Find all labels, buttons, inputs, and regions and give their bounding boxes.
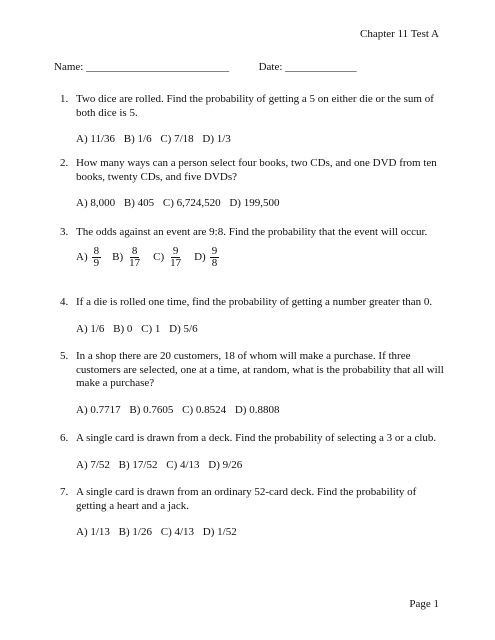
page-number: Page 1 [409,598,439,610]
option-b [112,246,142,269]
answer-options [76,246,446,269]
name-label: Name: [54,61,84,73]
question-text: If a die is rolled one time, find the probability of getting a number greater than 0. [76,296,433,308]
option-c: C) 1 [141,322,161,335]
option-c: C) 6,724,520 [162,197,221,209]
question-7 [60,486,446,538]
question-text: How many ways can a person select four books, two CDs, and one DVD from ten books, twenty CDs, and five DVDs? [76,157,437,183]
fraction [168,246,183,269]
option-label: D) [194,251,206,263]
question-text: Two dice are rolled. Find the probability of getting a 5 on either die or the sum of both dice is 5. [76,93,434,119]
option-label: A) [76,251,88,263]
option-a: A) 0.7717 [76,403,121,416]
question-6 [60,432,446,471]
question-number: 4. [60,296,69,308]
option-d [194,246,219,269]
option-a: A) 7/52 [76,458,110,471]
option-label: C) [153,251,165,263]
denominator: 9 [93,256,100,269]
question-5 [60,350,446,416]
answer-options [76,133,446,145]
option-b: B) 0 [113,322,133,335]
option-label: B) [112,251,124,263]
question-number: 5. [60,350,69,362]
option-b: B) 17/52 [118,458,158,471]
option-c: C) 0.8524 [182,403,227,416]
numerator: 9 [211,244,218,257]
fraction [92,246,102,269]
question-text: A single card is drawn from an ordinary 52-card deck. Find the probability of getting a heart and a jack. [76,486,417,512]
denominator: 17 [129,256,141,269]
question-number: 3. [60,226,69,238]
option-d: D) 199,500 [229,197,280,209]
option-c [153,246,183,269]
option-d: D) 5/6 [169,322,198,335]
option-a: A) 1/13 [76,526,110,538]
option-a: A) 11/36 [76,133,116,145]
question-2 [60,157,446,209]
answer-options [76,323,446,335]
option-b: B) 405 [123,197,155,209]
numerator: 8 [131,244,138,257]
question-number: 7. [60,486,69,498]
question-3 [60,226,446,269]
name-blank: __________________________ [86,61,230,73]
denominator: 17 [170,256,182,269]
question-1 [60,93,446,145]
option-d: D) 1/52 [202,526,237,538]
question-number: 2. [60,157,69,169]
option-b: B) 1/6 [123,133,152,145]
option-b: B) 0.7605 [129,403,174,416]
option-a: A) 1/6 [76,322,105,335]
numerator: 9 [172,244,179,257]
option-d: D) 0.8808 [234,403,280,416]
answer-options [76,404,446,416]
option-d: D) 1/3 [202,133,231,145]
fraction [210,246,220,269]
question-number: 1. [60,93,69,105]
date-label: Date: [258,61,283,73]
date-blank: _____________ [285,61,357,73]
denominator: 8 [211,256,218,269]
question-number: 6. [60,432,69,444]
option-d: D) 9/26 [208,458,243,471]
option-c: C) 4/13 [166,458,200,471]
question-4 [60,296,446,335]
answer-options [76,197,446,209]
option-a: A) 8,000 [76,197,116,209]
chapter-title: Chapter 11 Test A [360,28,439,40]
question-text: The odds against an event are 9:8. Find the probability that the event will occur. [76,226,428,238]
option-c: C) 4/13 [160,526,195,538]
numerator: 8 [93,244,100,257]
question-text: A single card is drawn from a deck. Find the probability of selecting a 3 or a club. [76,432,437,444]
name-date-line [54,61,357,73]
answer-options [76,459,446,471]
fraction [127,246,142,269]
answer-options [76,526,446,538]
question-text: In a shop there are 20 customers, 18 of whom will make a purchase. If three customers are selected, one at a time, at random, what is the probability that all will make a purchase? [76,350,444,389]
option-a [76,246,101,269]
option-b: B) 1/26 [118,526,152,538]
option-c: C) 7/18 [160,133,194,145]
